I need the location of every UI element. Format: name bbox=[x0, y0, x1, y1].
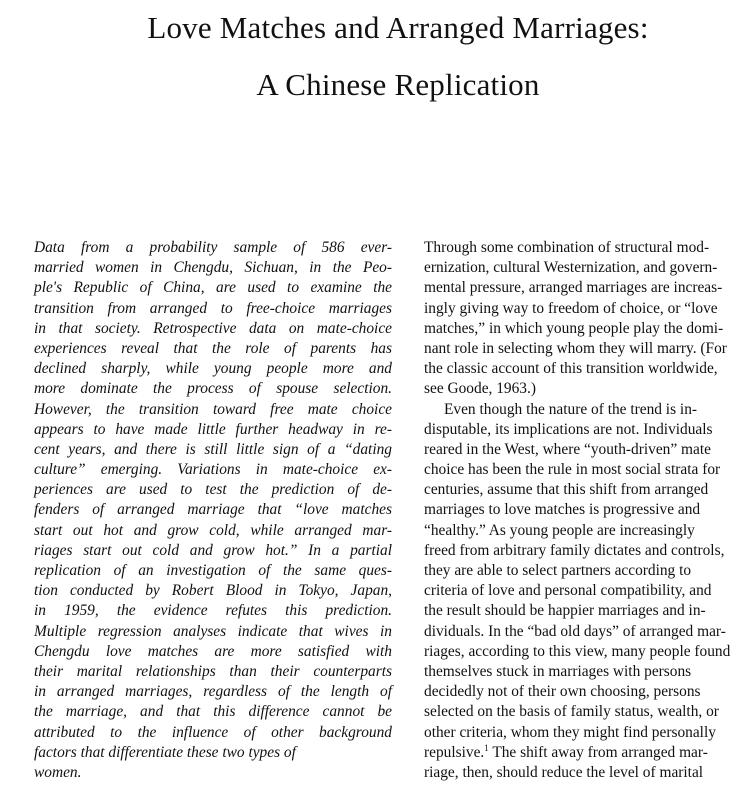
body-line: dividuals. In the “bad old days” of arranged mar- bbox=[424, 622, 726, 640]
abstract-line: Data from a probability sample of 586 ever- bbox=[34, 239, 392, 256]
body-line: disputable, its implications are not. Individuals bbox=[424, 420, 713, 438]
abstract-line: in arranged marriages, regardless of the length of bbox=[34, 683, 392, 701]
abstract-line: experiences reveal that the role of parents has bbox=[34, 339, 392, 357]
body-line: the result should be happier marriages and in- bbox=[424, 602, 706, 620]
abstract-line: their marital relationships than their counterparts bbox=[34, 662, 392, 680]
abstract-line: tion conducted by Robert Blood in Tokyo, Japan, bbox=[34, 582, 392, 600]
abstract-line: culture” emerging. Variations in mate-choice ex- bbox=[34, 461, 392, 479]
abstract-line: replication of an investigation of the same ques- bbox=[34, 562, 392, 579]
abstract-line: in that society. Retrospective data on mate-choice bbox=[34, 319, 392, 337]
body-line-text: repulsive. bbox=[424, 743, 485, 761]
body-line: they are able to select partners according to bbox=[424, 562, 692, 579]
abstract-line: Chengdu love matches are more satisfied with bbox=[34, 642, 392, 660]
abstract-line: factors that differentiate these two types of bbox=[34, 743, 296, 761]
abstract-line: women. bbox=[34, 763, 82, 781]
body-line: other criteria, whom they might find personally bbox=[424, 723, 716, 741]
abstract-line: cent years, and there is still little sign of a “dating bbox=[34, 440, 392, 458]
abstract-line: the marriage, and that this difference cannot be bbox=[34, 703, 392, 721]
abstract-line: transition from arranged to free-choice marriages bbox=[34, 299, 392, 317]
body-line: the classic account of this transition worldwide, bbox=[424, 360, 718, 378]
body-line: selected on the basis of family status, wealth, or bbox=[424, 703, 719, 721]
body-line: choice has been the rule in most social strata for bbox=[424, 461, 721, 479]
abstract-line: periences are used to test the prediction of de- bbox=[34, 481, 392, 499]
abstract-line: start out hot and grow cold, while arranged mar- bbox=[34, 521, 392, 539]
body-line: Even though the nature of the trend is in- bbox=[444, 400, 698, 418]
body-text bbox=[424, 238, 736, 783]
abstract-line: ple's Republic of China, are used to examine the bbox=[34, 279, 392, 297]
body-line: decidedly not of their own choosing, persons bbox=[424, 683, 701, 701]
body-line: reared in the West, where “youth-driven” mate bbox=[424, 440, 711, 458]
article-title-line-2: A Chinese Replication bbox=[256, 67, 540, 102]
body-line: criteria of love and personal compatibility, and bbox=[424, 582, 712, 600]
abstract-line: more dominate the process of spouse selection. bbox=[34, 380, 392, 398]
abstract bbox=[34, 238, 392, 783]
article-title-line-1: Love Matches and Arranged Marriages: bbox=[147, 10, 649, 45]
body-line: marriages to love matches is progressive and bbox=[424, 501, 701, 519]
body-line bbox=[424, 743, 736, 763]
abstract-line: riages start out cold and grow hot.” In a partial bbox=[34, 541, 392, 559]
footnote-mark: 1 bbox=[484, 742, 489, 753]
abstract-line: declined sharply, while young people more and bbox=[34, 360, 392, 378]
abstract-line: appears to have made little further headway in re- bbox=[34, 420, 392, 438]
body-line: Through some combination of structural mod- bbox=[424, 239, 710, 256]
abstract-line: in 1959, the evidence refutes this prediction. bbox=[34, 602, 392, 620]
abstract-line: attributed to the influence of other background bbox=[34, 723, 392, 741]
abstract-line: However, the transition toward free mate choice bbox=[34, 400, 392, 418]
body-line: ernization, cultural Westernization, and govern- bbox=[424, 259, 718, 277]
abstract-line: fenders of arranged marriage that “love matches bbox=[34, 501, 392, 519]
body-line: riage, then, should reduce the level of marital bbox=[424, 763, 704, 781]
body-line: ingly giving way to freedom of choice, or “love bbox=[424, 299, 718, 317]
body-line: matches,” in which young people play the domi- bbox=[424, 319, 724, 337]
body-line: nant role in selecting whom they will marry. (For bbox=[424, 339, 727, 357]
body-line: mental pressure, arranged marriages are increas- bbox=[424, 279, 723, 297]
body-line: freed from arbitrary family dictates and controls, bbox=[424, 541, 725, 559]
body-line: themselves stuck in marriages with persons bbox=[424, 662, 692, 680]
body-line-text: The shift away from arranged mar- bbox=[488, 743, 708, 761]
abstract-line: Multiple regression analyses indicate that wives in bbox=[34, 622, 392, 640]
body-line: riages, according to this view, many people found bbox=[424, 642, 731, 660]
abstract-line: married women in Chengdu, Sichuan, in the Peo- bbox=[34, 259, 392, 277]
body-line: centuries, assume that this shift from arranged bbox=[424, 481, 709, 499]
body-line: “healthy.” As young people are increasingly bbox=[424, 521, 695, 539]
body-line: see Goode, 1963.) bbox=[424, 380, 536, 398]
